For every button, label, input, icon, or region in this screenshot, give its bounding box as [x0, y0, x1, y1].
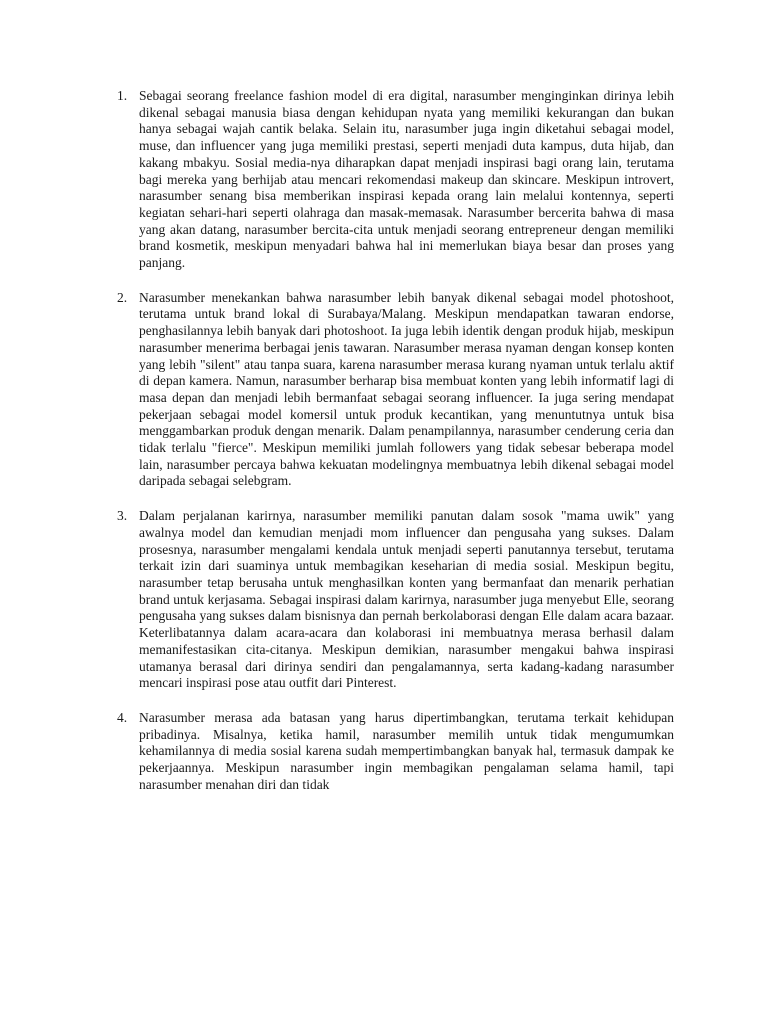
list-item	[106, 88, 674, 272]
list-item	[106, 508, 674, 692]
list-item-paragraph: Sebagai seorang freelance fashion model di era digital, narasumber menginginkan dirinya lebih dikenal sebagai manusia biasa dengan kehidupan nyata yang memiliki kekurangan dan bukan hanya sebagai wajah cantik belaka. Selain itu, narasumber juga ingin diketahui sebagai model, muse, dan influencer yang juga memiliki prestasi, seperti menjadi duta kampus, duta hijab, dan kakang mbakyu. Sosial media-nya diharapkan dapat menjadi inspirasi bagi orang lain, terutama bagi mereka yang berhijab atau mencari rekomendasi makeup dan skincare. Meskipun introvert, narasumber senang bisa memberikan inspirasi kepada orang lain melalui kontennya, seperti kegiatan sehari-hari seperti olahraga dan masak-memasak. Narasumber bercerita bahwa di masa yang akan datang, narasumber bercita-cita untuk menjadi seorang entrepreneur dengan memiliki brand kosmetik, meskipun menyadari bahwa hal ini memerlukan biaya besar dan proses yang panjang.	[139, 88, 674, 271]
list-item-number: 1.	[117, 88, 128, 103]
numbered-list	[106, 88, 674, 811]
list-item	[106, 710, 674, 794]
list-item-number: 2.	[117, 289, 128, 305]
list-item	[106, 290, 674, 490]
list-item-number: 4.	[117, 709, 128, 725]
list-item-paragraph: Dalam perjalanan karirnya, narasumber memiliki panutan dalam sosok "mama uwik" yang awalnya model dan kemudian menjadi mom influencer dan pengusaha yang sukses. Dalam prosesnya, narasumber mengalami kendala untuk menjadi seperti panutannya tersebut, terutama terkait izin dari suaminya untuk membagikan keseharian di media sosial. Meskipun begitu, narasumber tetap berusaha untuk menghasilkan konten yang bermanfaat dan menarik perhatian brand untuk kerjasama. Sebagai inspirasi dalam karirnya, narasumber juga menyebut Elle, seorang pengusaha yang sukses dalam bisnisnya dan pernah berkolaborasi dengan Elle dalam acara bazaar. Keterlibatannya dalam acara-acara dan kolaborasi ini membuatnya merasa berhasil dalam memanifestasikan cita-citanya. Meskipun demikian, narasumber mengakui bahwa inspirasi utamanya berasal dari dirinya sendiri dan pengalamannya, serta kadang-kadang narasumber mencari inspirasi pose atau outfit dari Pinterest.	[139, 508, 674, 691]
list-item-paragraph: Narasumber menekankan bahwa narasumber lebih banyak dikenal sebagai model photoshoot, terutama untuk brand lokal di Surabaya/Malang. Meskipun mendapatkan tawaran endorse, penghasilannya lebih banyak dari photoshoot. Ia juga lebih identik dengan produk hijab, meskipun narasumber menerima berbagai jenis tawaran. Narasumber merasa nyaman dengan konsep konten yang lebih "silent" atau tanpa suara, karena narasumber merasa kurang nyaman untuk terlalu aktif di depan kamera. Namun, narasumber berharap bisa membuat konten yang lebih informatif lagi di masa depan dan menjadi lebih bermanfaat sebagai seorang influencer. Ia juga sering mendapat pekerjaan sebagai model komersil untuk produk kecantikan, yang menuntutnya untuk bisa menggambarkan produk dengan menarik. Dalam penampilannya, narasumber cenderung ceria dan tidak terlalu "fierce". Meskipun memiliki jumlah followers yang tidak sebesar beberapa model lain, narasumber percaya bahwa kekuatan modelingnya membuatnya lebih dikenal sebagai model daripada sebagai selebgram.	[139, 289, 674, 489]
list-item-number: 3.	[117, 508, 128, 524]
list-item-paragraph: Narasumber merasa ada batasan yang harus dipertimbangkan, terutama terkait kehidupan pribadinya. Misalnya, ketika hamil, narasumber memilih untuk tidak mengumumkan kehamilannya di media sosial karena sudah mempertimbangkan banyak hal, termasuk dampak ke pekerjaannya. Meskipun narasumber ingin membagikan pengalaman selama hamil, tapi narasumber menahan diri dan tidak	[139, 709, 674, 792]
